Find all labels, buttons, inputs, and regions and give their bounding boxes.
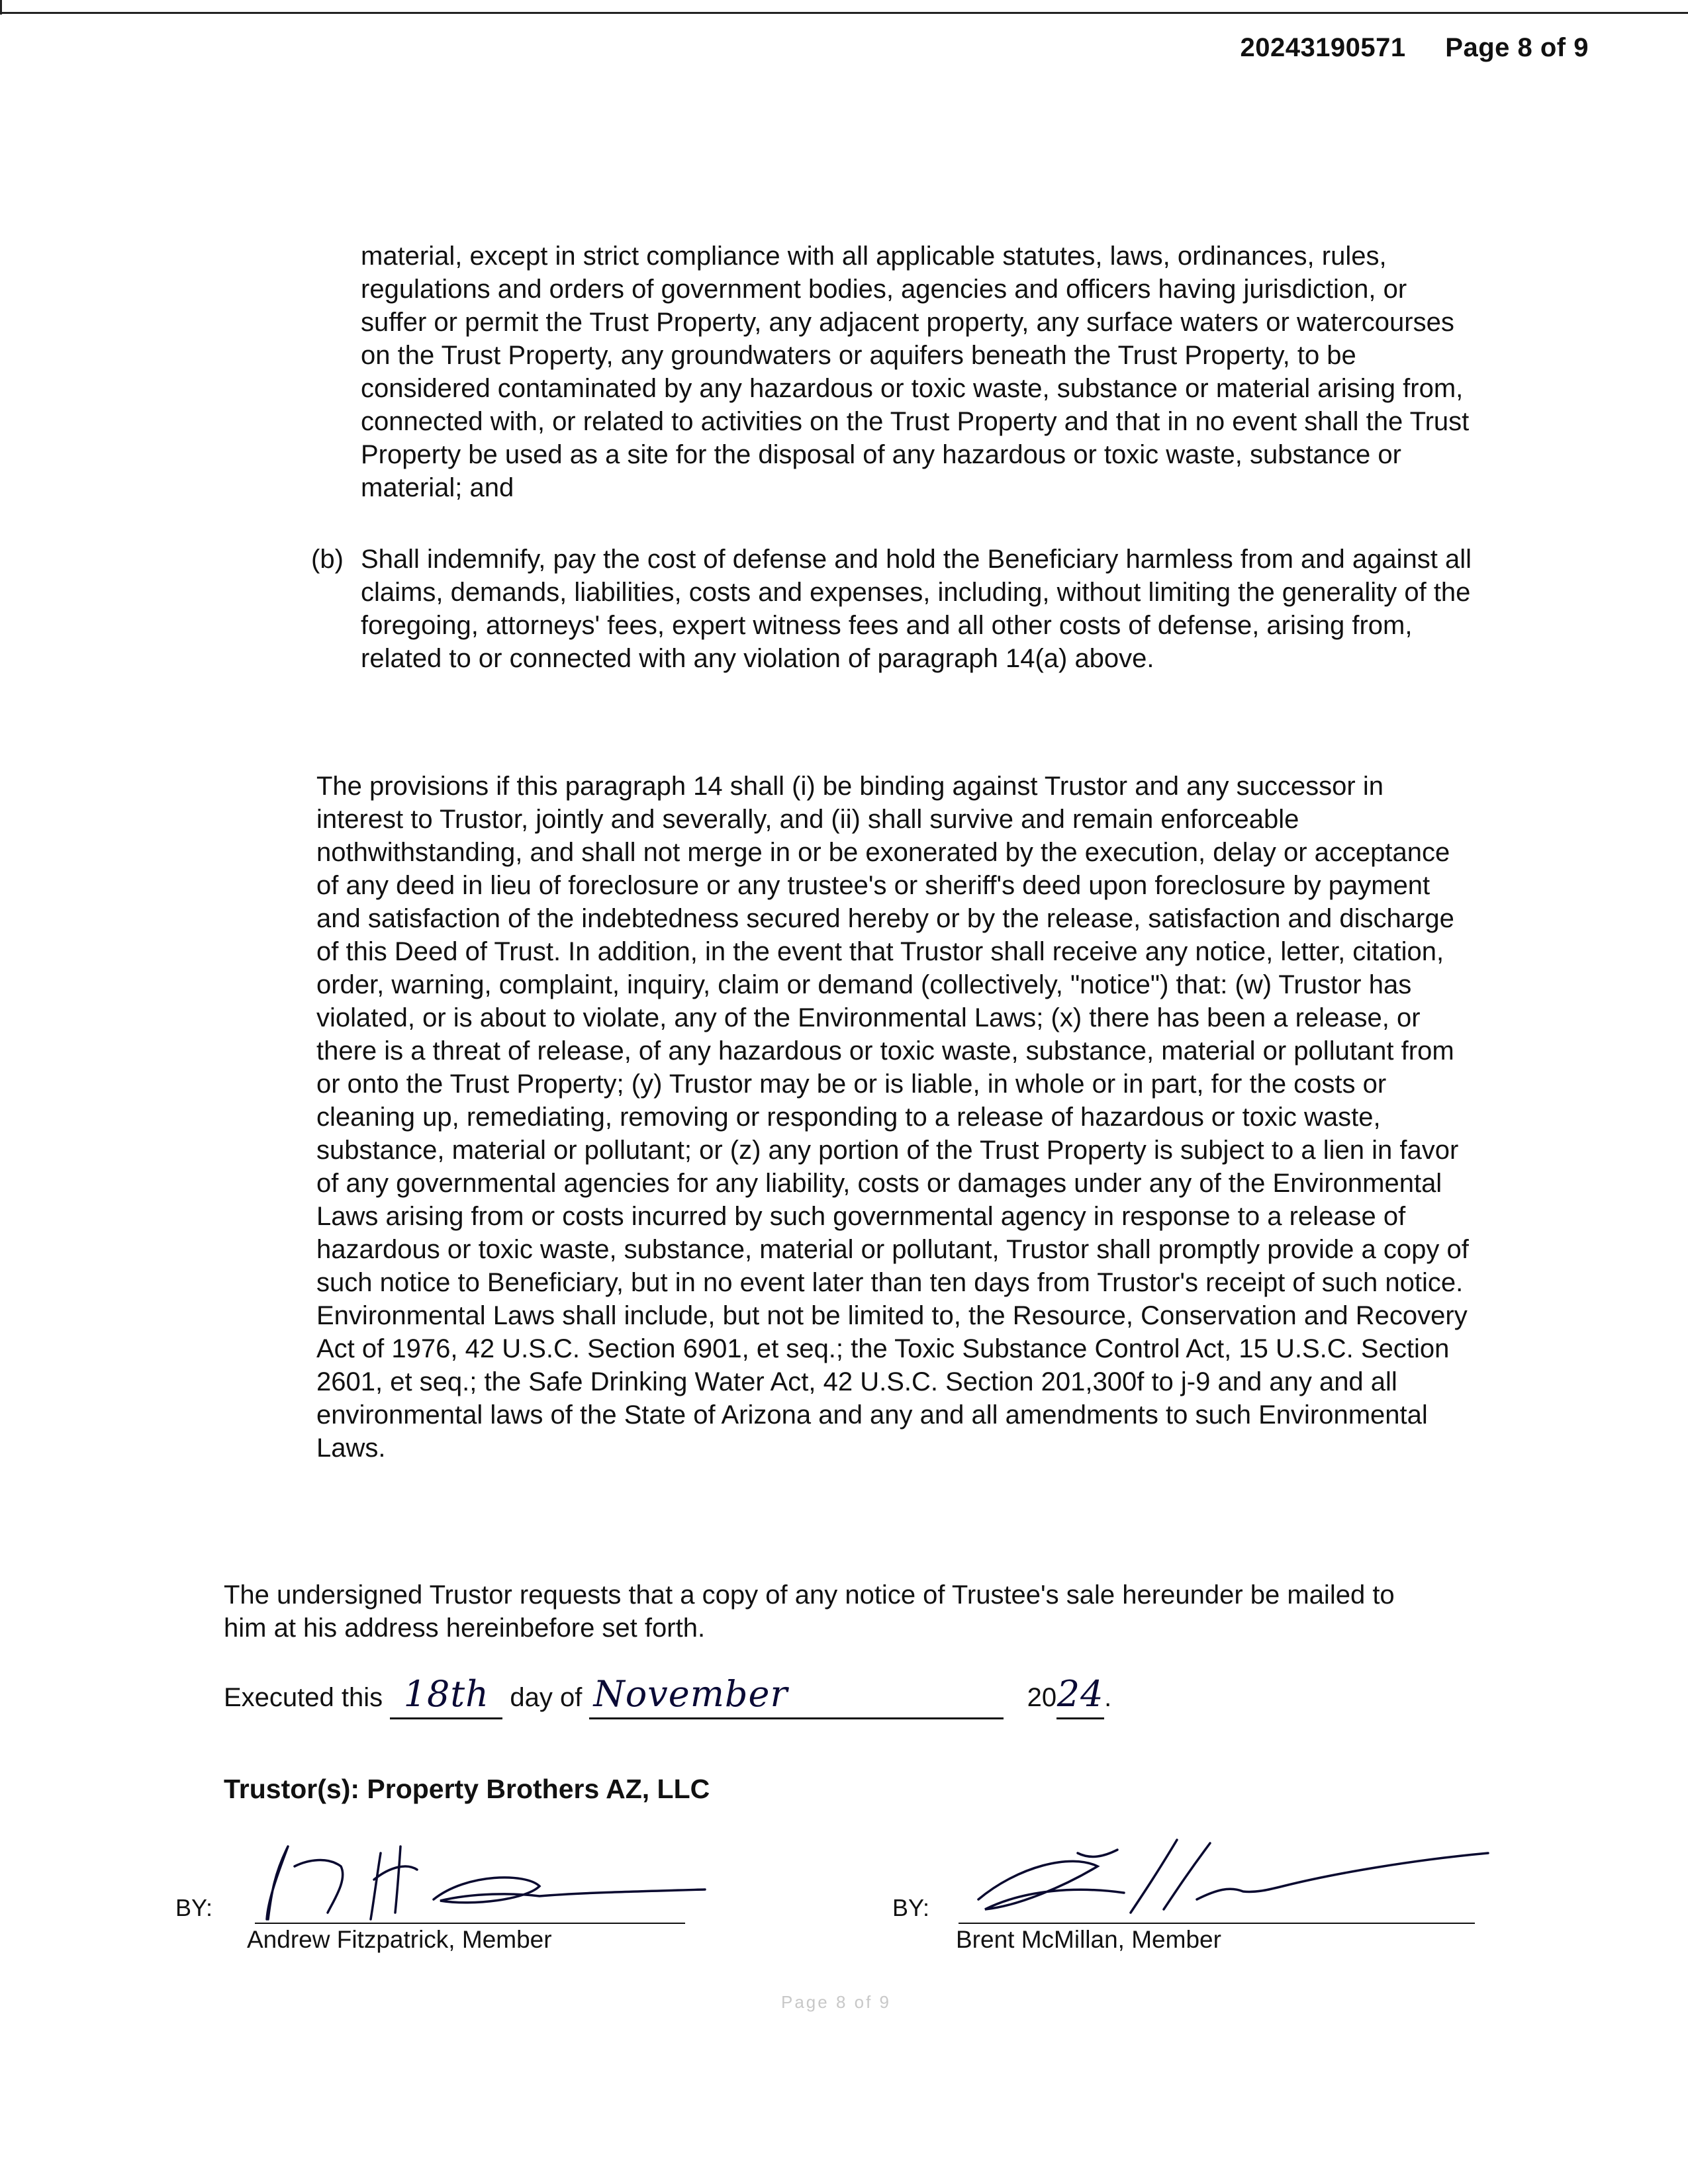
signature-line-right	[959, 1923, 1475, 1924]
execution-year-handwritten: 24	[1056, 1673, 1104, 1715]
page-number: Page 8 of 9	[1445, 33, 1589, 62]
executed-prefix: Executed this	[224, 1683, 383, 1712]
provisions-paragraph: The provisions if this paragraph 14 shall (i) be binding against Trustor and any successor in interest to Trustor, jointly and severally, and (ii) shall survive and remain enforceable nothwithstanding, and shall not merge in or be exonerated by the execution, delay or acceptance of any deed in lieu of foreclosure or any trustee's or sheriff's deed upon foreclosure by payment and satisfaction of the indebtedness secured hereby or by the release, satisfaction and discharge of this Deed of Trust. In addition, in the event that Trustor shall receive any notice, letter, citation, order, warning, complaint, inquiry, claim or demand (collectively, "notice") that: (w) Trustor has violated, or is about to violate, any of the Environmental Laws; (x) there has been a release, or there is a threat of release, of any hazardous or toxic waste, substance, material or pollutant from or onto the Trust Property; (y) Trustor may be or is liable, in whole or in part, for the costs or cleaning up, remediating, removing or responding to a release of hazardous or toxic waste, substance, material or pollutant; or (z) any portion of the Trust Property is subject to a lien in favor of any governmental agencies for any liability, costs or damages under any of the Environmental Laws arising from or costs incurred by such governmental agency in response to a release of hazardous or toxic waste, substance, material or pollutant, Trustor shall promptly provide a copy of such notice to Beneficiary, but in no event later than ten days from Trustor's receipt of such notice. Environmental Laws shall include, but not be limited to, the Resource, Conservation and Recovery Act of 1976, 42 U.S.C. Section 6901, et seq.; the Toxic Substance Control Act, 15 U.S.C. Section 2601, et seq.; the Safe Drinking Water Act, 42 U.S.C. Section 201,300f to j-9 and any and all environmental laws of the State of Arizona and any and all amendments to such Environmental Laws.	[316, 772, 1469, 1463]
signer-name-left: Andrew Fitzpatrick, Member	[247, 1926, 552, 1953]
page-header	[1240, 33, 1589, 63]
signer-name-right: Brent McMillan, Member	[956, 1926, 1221, 1953]
signature-block-right	[892, 1827, 1422, 1959]
trustor-heading: Trustor(s): Property Brothers AZ, LLC	[224, 1774, 710, 1804]
clause-a-continuation: material, except in strict compliance with all applicable statutes, laws, ordinances, rules, regulations and orders of government bodies, agencies and officers having jurisdiction, or suffer or permit the Trust Property, any adjacent property, any surface waters or watercourses on the Trust Property, any groundwaters or aquifers beneath the Trust Property, to be considered contaminated by any hazardous or toxic waste, substance or material arising from, connected with, or related to activities on the Trust Property and that in no event shall the Trust Property be used as a site for the disposal of any hazardous or toxic waste, substance or material; and	[361, 242, 1470, 502]
page-top-rule	[0, 12, 1688, 14]
year-prefix: 20	[1027, 1683, 1057, 1712]
executed-mid: day of	[510, 1683, 583, 1712]
by-label-left: BY:	[175, 1894, 213, 1921]
recording-number: 20243190571	[1240, 33, 1406, 62]
signature-brent-mcmillan	[965, 1827, 1495, 1926]
execution-day-field	[390, 1674, 502, 1719]
faint-page-footer: Page 8 of 9	[781, 1992, 891, 2012]
clause-b	[311, 543, 1473, 675]
execution-line	[224, 1674, 1111, 1719]
execution-year-field	[1056, 1674, 1104, 1719]
execution-period: .	[1104, 1683, 1112, 1712]
signature-block-left	[175, 1827, 705, 1959]
clause-b-label: (b)	[311, 545, 344, 574]
execution-month-handwritten: November	[593, 1673, 788, 1715]
trustee-sale-request: The undersigned Trustor requests that a copy of any notice of Trustee's sale hereunder be mailed to him at his address hereinbefore set forth.	[224, 1580, 1395, 1643]
execution-month-field	[589, 1674, 1004, 1719]
signature-andrew-fitzpatrick	[248, 1827, 712, 1926]
by-label-right: BY:	[892, 1894, 930, 1921]
clause-b-text: Shall indemnify, pay the cost of defense and hold the Beneficiary harmless from and against all claims, demands, liabilities, costs and expenses, including, without limiting the generality of the foregoing, attorneys' fees, expert witness fees and all other costs of defense, arising from, related to or connected with any violation of paragraph 14(a) above.	[361, 545, 1472, 673]
signature-line-left	[255, 1923, 685, 1924]
execution-day-handwritten: 18th	[403, 1673, 489, 1715]
